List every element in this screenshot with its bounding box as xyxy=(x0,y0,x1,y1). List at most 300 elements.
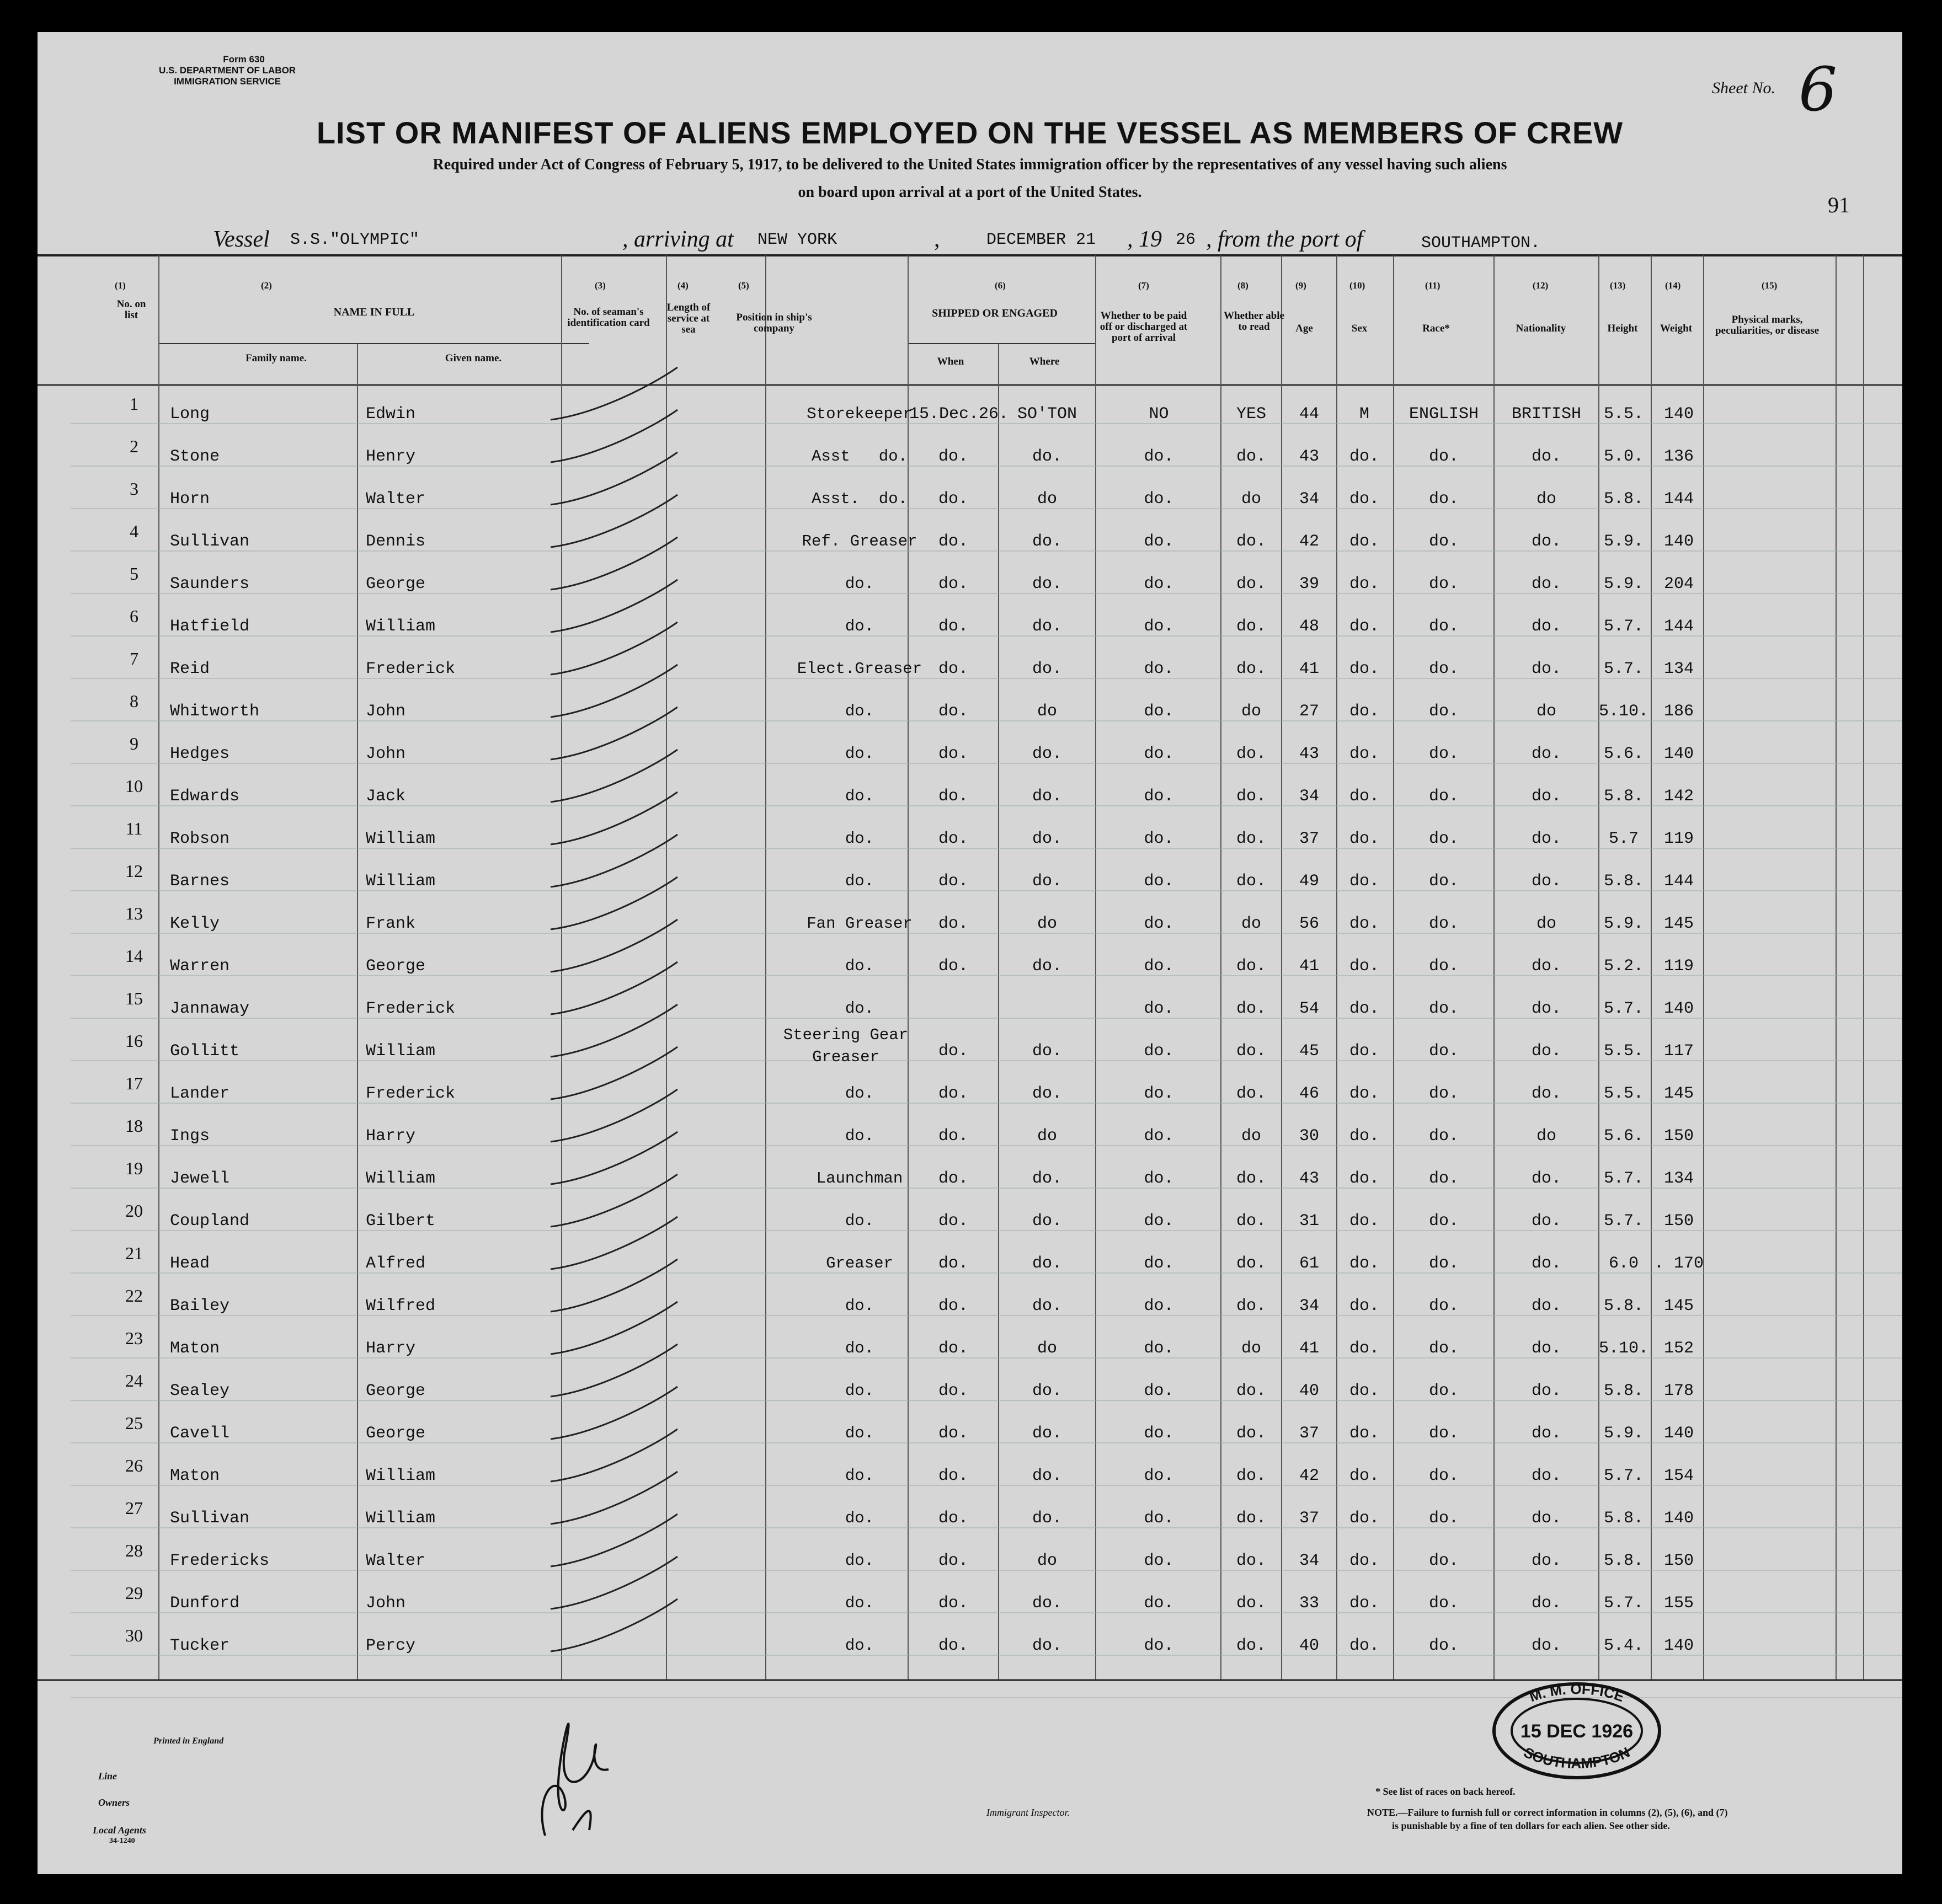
cell-read: do. xyxy=(1236,1297,1266,1315)
cell-paid: do. xyxy=(1144,617,1174,636)
cell-sex: do. xyxy=(1349,1042,1379,1061)
table-row xyxy=(38,1026,1902,1069)
cell-when: do. xyxy=(938,702,968,721)
cell-age: 40 xyxy=(1299,1636,1319,1655)
cell-race: do. xyxy=(1428,1339,1459,1358)
cell-race: do. xyxy=(1428,999,1459,1018)
cell-paid: do. xyxy=(1144,745,1174,763)
cell-position: do. xyxy=(845,1212,874,1230)
cell-height: 5.7. xyxy=(1603,999,1644,1018)
cell-no: 1 xyxy=(130,394,138,414)
cell-race: do. xyxy=(1428,660,1459,678)
cell-read: do. xyxy=(1236,787,1266,806)
cell-no: 10 xyxy=(125,776,143,796)
cell-given: William xyxy=(366,1169,436,1188)
column-number: (15) xyxy=(1762,280,1778,291)
cell-sex: do. xyxy=(1349,1594,1379,1613)
cell-age: 42 xyxy=(1299,532,1319,551)
cell-height: 5.5. xyxy=(1603,405,1644,424)
cell-nationality: do. xyxy=(1531,575,1561,593)
cell-paid: do. xyxy=(1144,1467,1174,1485)
cell-when: do. xyxy=(938,745,968,763)
cell-weight: 134 xyxy=(1663,1169,1694,1188)
cell-given: Frederick xyxy=(366,999,456,1018)
cell-position: Steering Gear Greaser xyxy=(783,1026,909,1066)
cell-no: 30 xyxy=(125,1625,143,1645)
cell-sex: do. xyxy=(1349,575,1379,593)
cell-read: YES xyxy=(1236,405,1266,424)
cell-family: Robson xyxy=(170,830,230,848)
cell-sex: do. xyxy=(1349,1424,1379,1443)
cell-race: do. xyxy=(1428,1254,1459,1273)
cell-sex: do. xyxy=(1349,914,1379,933)
cell-given: John xyxy=(366,1594,406,1613)
sheet-number: 6 xyxy=(1799,54,1837,125)
cell-paid: do. xyxy=(1144,1084,1174,1103)
cell-height: 5.9. xyxy=(1603,532,1644,551)
cell-no: 14 xyxy=(125,946,143,966)
cell-race: do. xyxy=(1428,490,1459,509)
cell-sex: do. xyxy=(1349,830,1379,848)
cell-no: 25 xyxy=(125,1413,143,1433)
cell-when: do. xyxy=(938,1169,968,1188)
cell-family: Head xyxy=(170,1254,210,1273)
cell-position: Launchman xyxy=(816,1169,903,1188)
cell-where: do. xyxy=(1032,1212,1062,1231)
cell-no: 20 xyxy=(125,1201,143,1221)
form-header xyxy=(159,54,296,87)
cell-nationality: do xyxy=(1536,914,1556,933)
cell-position: do. xyxy=(845,872,874,890)
cell-given: George xyxy=(366,957,426,976)
stamp-top-text: M. M. OFFICE xyxy=(1527,1680,1627,1705)
cell-sex: do. xyxy=(1349,787,1379,806)
cell-age: 34 xyxy=(1299,1552,1319,1570)
cell-when: do. xyxy=(938,1467,968,1485)
cell-nationality: do. xyxy=(1531,1169,1561,1188)
cell-family: Hedges xyxy=(170,745,230,763)
cell-position: do. xyxy=(845,1424,874,1442)
cell-race: do. xyxy=(1428,745,1459,763)
cell-age: 49 xyxy=(1299,872,1319,891)
cell-weight: 186 xyxy=(1663,702,1694,721)
col-header-height: Height xyxy=(1607,323,1638,334)
table-row xyxy=(38,559,1902,602)
table-row xyxy=(38,1536,1902,1579)
table-row xyxy=(38,687,1902,729)
cell-family: Hatfield xyxy=(170,617,250,636)
office-stamp xyxy=(1486,1676,1668,1786)
printed-in: Printed in England xyxy=(153,1736,224,1746)
cell-race: do. xyxy=(1428,1594,1459,1613)
from-port-label: , from the port of xyxy=(1206,227,1363,252)
cell-paid: do. xyxy=(1144,999,1174,1018)
cell-sex: do. xyxy=(1349,1254,1379,1273)
cell-where: do. xyxy=(1032,1084,1062,1103)
cell-height: 5.8. xyxy=(1603,1297,1644,1315)
cell-weight: 140 xyxy=(1663,405,1694,424)
cell-nationality: do. xyxy=(1531,532,1561,551)
cell-nationality: do. xyxy=(1531,872,1561,891)
table-row xyxy=(38,1154,1902,1196)
inspector-label: Immigrant Inspector. xyxy=(986,1807,1070,1818)
cell-paid: do. xyxy=(1144,1212,1174,1231)
cell-height: 5.8. xyxy=(1603,872,1644,891)
cell-where: do xyxy=(1037,702,1057,721)
cell-sex: do. xyxy=(1349,617,1379,636)
cell-no: 24 xyxy=(125,1371,143,1390)
col-header-physical: Physical marks, peculiarities, or disease xyxy=(1715,314,1820,336)
cell-age: 41 xyxy=(1299,660,1319,678)
cell-family: Sullivan xyxy=(170,1509,250,1528)
cell-race: do. xyxy=(1428,702,1459,721)
subtitle-line-1: Required under Act of Congress of February 5, 1917, to be delivered to the United States immigration officer by the representatives of any vessel having such aliens xyxy=(433,156,1507,173)
cell-no: 9 xyxy=(130,734,138,753)
table-row xyxy=(38,1324,1902,1366)
cell-family: Reid xyxy=(170,660,210,678)
vessel-name: S.S."OLYMPIC" xyxy=(290,231,420,249)
cell-weight: 140 xyxy=(1663,532,1694,551)
cell-height: 5.5. xyxy=(1603,1084,1644,1103)
column-number: (13) xyxy=(1610,280,1626,291)
col-header-position: Position in ship's company xyxy=(736,312,812,334)
col-header-id-card: No. of seaman's identification card xyxy=(567,306,650,329)
cell-height: 5.7 xyxy=(1608,830,1639,848)
cell-when: do. xyxy=(938,1339,968,1358)
cell-when: do. xyxy=(938,1297,968,1315)
cell-no: 12 xyxy=(125,861,143,881)
cell-weight: 154 xyxy=(1663,1467,1694,1485)
cell-sex: do. xyxy=(1349,1509,1379,1528)
table-row xyxy=(38,857,1902,899)
cell-family: Fredericks xyxy=(170,1552,270,1570)
cell-age: 41 xyxy=(1299,1339,1319,1358)
cell-age: 42 xyxy=(1299,1467,1319,1485)
cell-weight: 155 xyxy=(1663,1594,1694,1613)
cell-where: do. xyxy=(1032,660,1062,678)
cell-race: do. xyxy=(1428,1127,1459,1146)
cell-sex: do. xyxy=(1349,447,1379,466)
cell-no: 29 xyxy=(125,1583,143,1603)
penalty-note-2: is punishable by a fine of ten dollars for each alien. See other side. xyxy=(1392,1820,1670,1831)
form-number: Form 630 xyxy=(223,54,265,65)
cell-age: 43 xyxy=(1299,1169,1319,1188)
table-row xyxy=(38,1451,1902,1494)
cell-sex: do. xyxy=(1349,702,1379,721)
cell-sex: do. xyxy=(1349,872,1379,891)
cell-age: 40 xyxy=(1299,1382,1319,1400)
cell-sex: do. xyxy=(1349,490,1379,509)
cell-when: do. xyxy=(938,1382,968,1400)
column-number: (10) xyxy=(1349,280,1365,291)
cell-when: 15.Dec.26. xyxy=(909,405,1009,424)
cell-no: 16 xyxy=(125,1031,143,1051)
cell-given: Walter xyxy=(366,490,426,509)
cell-when: do. xyxy=(938,1084,968,1103)
cell-race: do. xyxy=(1428,957,1459,976)
cell-when: do. xyxy=(938,1424,968,1443)
vessel-label: Vessel xyxy=(213,227,270,252)
cell-age: 31 xyxy=(1299,1212,1319,1231)
cell-when: do. xyxy=(938,1594,968,1613)
col-header-length-service: Length of service at sea xyxy=(666,302,711,335)
cell-read: do. xyxy=(1236,745,1266,763)
cell-sex: do. xyxy=(1349,1084,1379,1103)
cell-where: do. xyxy=(1032,787,1062,806)
cell-race: do. xyxy=(1428,447,1459,466)
cell-paid: NO xyxy=(1149,405,1169,424)
cell-where: SO'TON xyxy=(1017,405,1077,424)
cell-paid: do. xyxy=(1144,1169,1174,1188)
cell-where: do xyxy=(1037,1127,1057,1146)
cell-position: do. xyxy=(845,1636,874,1655)
cell-given: William xyxy=(366,617,436,636)
cell-position: do. xyxy=(845,1382,874,1400)
cell-sex: do. xyxy=(1349,532,1379,551)
cell-position: do. xyxy=(845,1594,874,1612)
cell-given: Frederick xyxy=(366,1084,456,1103)
stamp-bottom-text: SOUTHAMPTON xyxy=(1521,1743,1632,1772)
cell-sex: do. xyxy=(1349,1169,1379,1188)
cell-weight: 140 xyxy=(1663,1509,1694,1528)
table-row xyxy=(38,602,1902,644)
column-number: (8) xyxy=(1237,280,1249,291)
cell-position: do. xyxy=(845,745,874,763)
cell-age: 41 xyxy=(1299,957,1319,976)
cell-nationality: do. xyxy=(1531,1594,1561,1613)
cell-weight: . 170 xyxy=(1653,1254,1704,1273)
cell-given: George xyxy=(366,1382,426,1400)
cell-nationality: do. xyxy=(1531,1636,1561,1655)
cell-no: 27 xyxy=(125,1498,143,1518)
cell-weight: 142 xyxy=(1663,787,1694,806)
cell-nationality: do. xyxy=(1531,957,1561,976)
cell-nationality: do. xyxy=(1531,830,1561,848)
arrival-date: DECEMBER 21 xyxy=(986,231,1096,249)
cell-read: do. xyxy=(1236,1042,1266,1061)
sheet-label: Sheet No. xyxy=(1712,79,1775,97)
cell-where: do. xyxy=(1032,1594,1062,1613)
cell-race: do. xyxy=(1428,1552,1459,1570)
cell-paid: do. xyxy=(1144,1509,1174,1528)
cell-given: Wilfred xyxy=(366,1297,436,1315)
column-number: (3) xyxy=(595,280,606,291)
cell-position: Storekeeper xyxy=(807,405,913,423)
cell-race: do. xyxy=(1428,1042,1459,1061)
cell-paid: do. xyxy=(1144,1339,1174,1358)
cell-age: 33 xyxy=(1299,1594,1319,1613)
stamp-date: 15 DEC 1926 xyxy=(1520,1721,1634,1742)
cell-weight: 117 xyxy=(1663,1042,1694,1061)
cell-family: Jewell xyxy=(170,1169,230,1188)
cell-read: do. xyxy=(1236,1254,1266,1273)
cell-paid: do. xyxy=(1144,957,1174,976)
cell-race: ENGLISH xyxy=(1409,405,1479,424)
cell-race: do. xyxy=(1428,872,1459,891)
cell-nationality: do. xyxy=(1531,999,1561,1018)
cell-age: 48 xyxy=(1299,617,1319,636)
cell-paid: do. xyxy=(1144,1382,1174,1400)
cell-position: do. xyxy=(845,1339,874,1357)
cell-given: Frank xyxy=(366,914,416,933)
cell-read: do. xyxy=(1236,830,1266,848)
cell-weight: 150 xyxy=(1663,1552,1694,1570)
cell-read: do. xyxy=(1236,1467,1266,1485)
cell-nationality: do. xyxy=(1531,787,1561,806)
cell-position: do. xyxy=(845,617,874,635)
cell-where: do. xyxy=(1032,1509,1062,1528)
cell-read: do. xyxy=(1236,1212,1266,1231)
cell-given: Percy xyxy=(366,1636,416,1655)
cell-sex: do. xyxy=(1349,1297,1379,1315)
cell-family: Jannaway xyxy=(170,999,250,1018)
cell-family: Gollitt xyxy=(170,1042,240,1061)
cell-no: 21 xyxy=(125,1243,143,1263)
cell-paid: do. xyxy=(1144,702,1174,721)
cell-when: do. xyxy=(938,617,968,636)
cell-weight: 140 xyxy=(1663,745,1694,763)
cell-sex: do. xyxy=(1349,999,1379,1018)
cell-sex: do. xyxy=(1349,1552,1379,1570)
arriving-label: , arriving at xyxy=(622,227,734,252)
cell-where: do. xyxy=(1032,1467,1062,1485)
cell-paid: do. xyxy=(1144,575,1174,593)
cell-when: do. xyxy=(938,532,968,551)
cell-nationality: do. xyxy=(1531,1297,1561,1315)
subtitle-line-2: on board upon arrival at a port of the United States. xyxy=(798,184,1142,201)
page-number: 91 xyxy=(1828,192,1850,217)
cell-where: do. xyxy=(1032,447,1062,466)
arrival-year: 26 xyxy=(1176,231,1196,249)
cell-race: do. xyxy=(1428,830,1459,848)
cell-height: 5.6. xyxy=(1603,745,1644,763)
cell-position: do. xyxy=(845,1084,874,1103)
cell-read: do. xyxy=(1236,1424,1266,1443)
cell-sex: do. xyxy=(1349,660,1379,678)
cell-given: George xyxy=(366,575,426,593)
cell-family: Stone xyxy=(170,447,220,466)
col-header-paid-off: Whether to be paid off or discharged at port of arrival xyxy=(1100,310,1188,344)
column-number: (7) xyxy=(1138,280,1149,291)
cell-no: 22 xyxy=(125,1286,143,1306)
cell-family: Sullivan xyxy=(170,532,250,551)
cell-where: do. xyxy=(1032,745,1062,763)
col-header-nationality: Nationality xyxy=(1516,323,1566,334)
cell-read: do. xyxy=(1236,1636,1266,1655)
column-number: (1) xyxy=(115,280,126,291)
cell-weight: 145 xyxy=(1663,1084,1694,1103)
cell-given: Gilbert xyxy=(366,1212,436,1231)
cell-when: do. xyxy=(938,575,968,593)
cell-nationality: do. xyxy=(1531,1509,1561,1528)
cell-where: do. xyxy=(1032,1636,1062,1655)
cell-position: do. xyxy=(845,1509,874,1527)
arrival-port: NEW YORK xyxy=(757,231,837,249)
cell-position: Greaser xyxy=(826,1254,893,1272)
cell-family: Horn xyxy=(170,490,210,509)
cell-paid: do. xyxy=(1144,532,1174,551)
inspector-signature xyxy=(512,1687,633,1841)
cell-race: do. xyxy=(1428,1297,1459,1315)
cell-weight: 178 xyxy=(1663,1382,1694,1400)
cell-given: William xyxy=(366,1509,436,1528)
column-number: (12) xyxy=(1533,280,1549,291)
cell-sex: do. xyxy=(1349,957,1379,976)
cell-read: do. xyxy=(1236,1509,1266,1528)
cell-position: do. xyxy=(845,1467,874,1485)
cell-nationality: do. xyxy=(1531,1212,1561,1231)
svg-text:SOUTHAMPTON xyxy=(1521,1743,1632,1771)
cell-read: do. xyxy=(1236,1594,1266,1613)
cell-race: do. xyxy=(1428,617,1459,636)
cell-where: do. xyxy=(1032,1297,1062,1315)
cell-sex: do. xyxy=(1349,1467,1379,1485)
col-header-sex: Sex xyxy=(1351,323,1368,334)
cell-paid: do. xyxy=(1144,872,1174,891)
cell-when: do. xyxy=(938,1212,968,1231)
cell-age: 34 xyxy=(1299,490,1319,509)
cell-family: Lander xyxy=(170,1084,230,1103)
cell-paid: do. xyxy=(1144,1636,1174,1655)
cell-paid: do. xyxy=(1144,1594,1174,1613)
cell-nationality: do xyxy=(1536,490,1556,509)
cell-weight: 145 xyxy=(1663,1297,1694,1315)
cell-where: do xyxy=(1037,1552,1057,1570)
table-row xyxy=(38,389,1902,432)
cell-age: 43 xyxy=(1299,447,1319,466)
cell-family: Maton xyxy=(170,1467,220,1485)
cell-given: Walter xyxy=(366,1552,426,1570)
col-header-read: Whether able to read xyxy=(1224,310,1284,333)
cell-position: do. xyxy=(845,957,874,975)
cell-height: 5.7. xyxy=(1603,1467,1644,1485)
cell-height: 5.10. xyxy=(1598,1339,1648,1358)
cell-height: 5.7. xyxy=(1603,1594,1644,1613)
col-header-shipped: SHIPPED OR ENGAGED xyxy=(932,307,1058,319)
cell-sex: do. xyxy=(1349,1212,1379,1231)
cell-position: do. xyxy=(845,830,874,848)
cell-when: do. xyxy=(938,490,968,509)
cell-position: Asst do. xyxy=(811,447,908,466)
cell-family: Bailey xyxy=(170,1297,230,1315)
cell-where: do xyxy=(1037,1339,1057,1358)
form-code: 34-1240 xyxy=(109,1837,135,1845)
cell-given: William xyxy=(366,1467,436,1485)
table-row xyxy=(38,1239,1902,1281)
cell-where: do. xyxy=(1032,532,1062,551)
cell-where: do. xyxy=(1032,1424,1062,1443)
cell-age: 45 xyxy=(1299,1042,1319,1061)
cell-where: do. xyxy=(1032,872,1062,891)
cell-no: 6 xyxy=(130,606,138,626)
cell-nationality: do xyxy=(1536,1127,1556,1146)
cell-nationality: do. xyxy=(1531,447,1561,466)
cell-height: 5.5. xyxy=(1603,1042,1644,1061)
column-number: (9) xyxy=(1295,280,1306,291)
cell-nationality: do. xyxy=(1531,1424,1561,1443)
cell-nationality: do. xyxy=(1531,617,1561,636)
cell-where: do. xyxy=(1032,1254,1062,1273)
cell-nationality: do. xyxy=(1531,1552,1561,1570)
col-header-name: NAME IN FULL xyxy=(333,306,415,318)
cell-no: 19 xyxy=(125,1158,143,1178)
col-header-family: Family name. xyxy=(246,352,307,364)
cell-no: 17 xyxy=(125,1073,143,1093)
page-title: LIST OR MANIFEST OF ALIENS EMPLOYED ON THE VESSEL AS MEMBERS OF CREW xyxy=(316,115,1624,150)
cell-read: do xyxy=(1241,1339,1261,1358)
cell-given: William xyxy=(366,872,436,891)
cell-when: do. xyxy=(938,914,968,933)
